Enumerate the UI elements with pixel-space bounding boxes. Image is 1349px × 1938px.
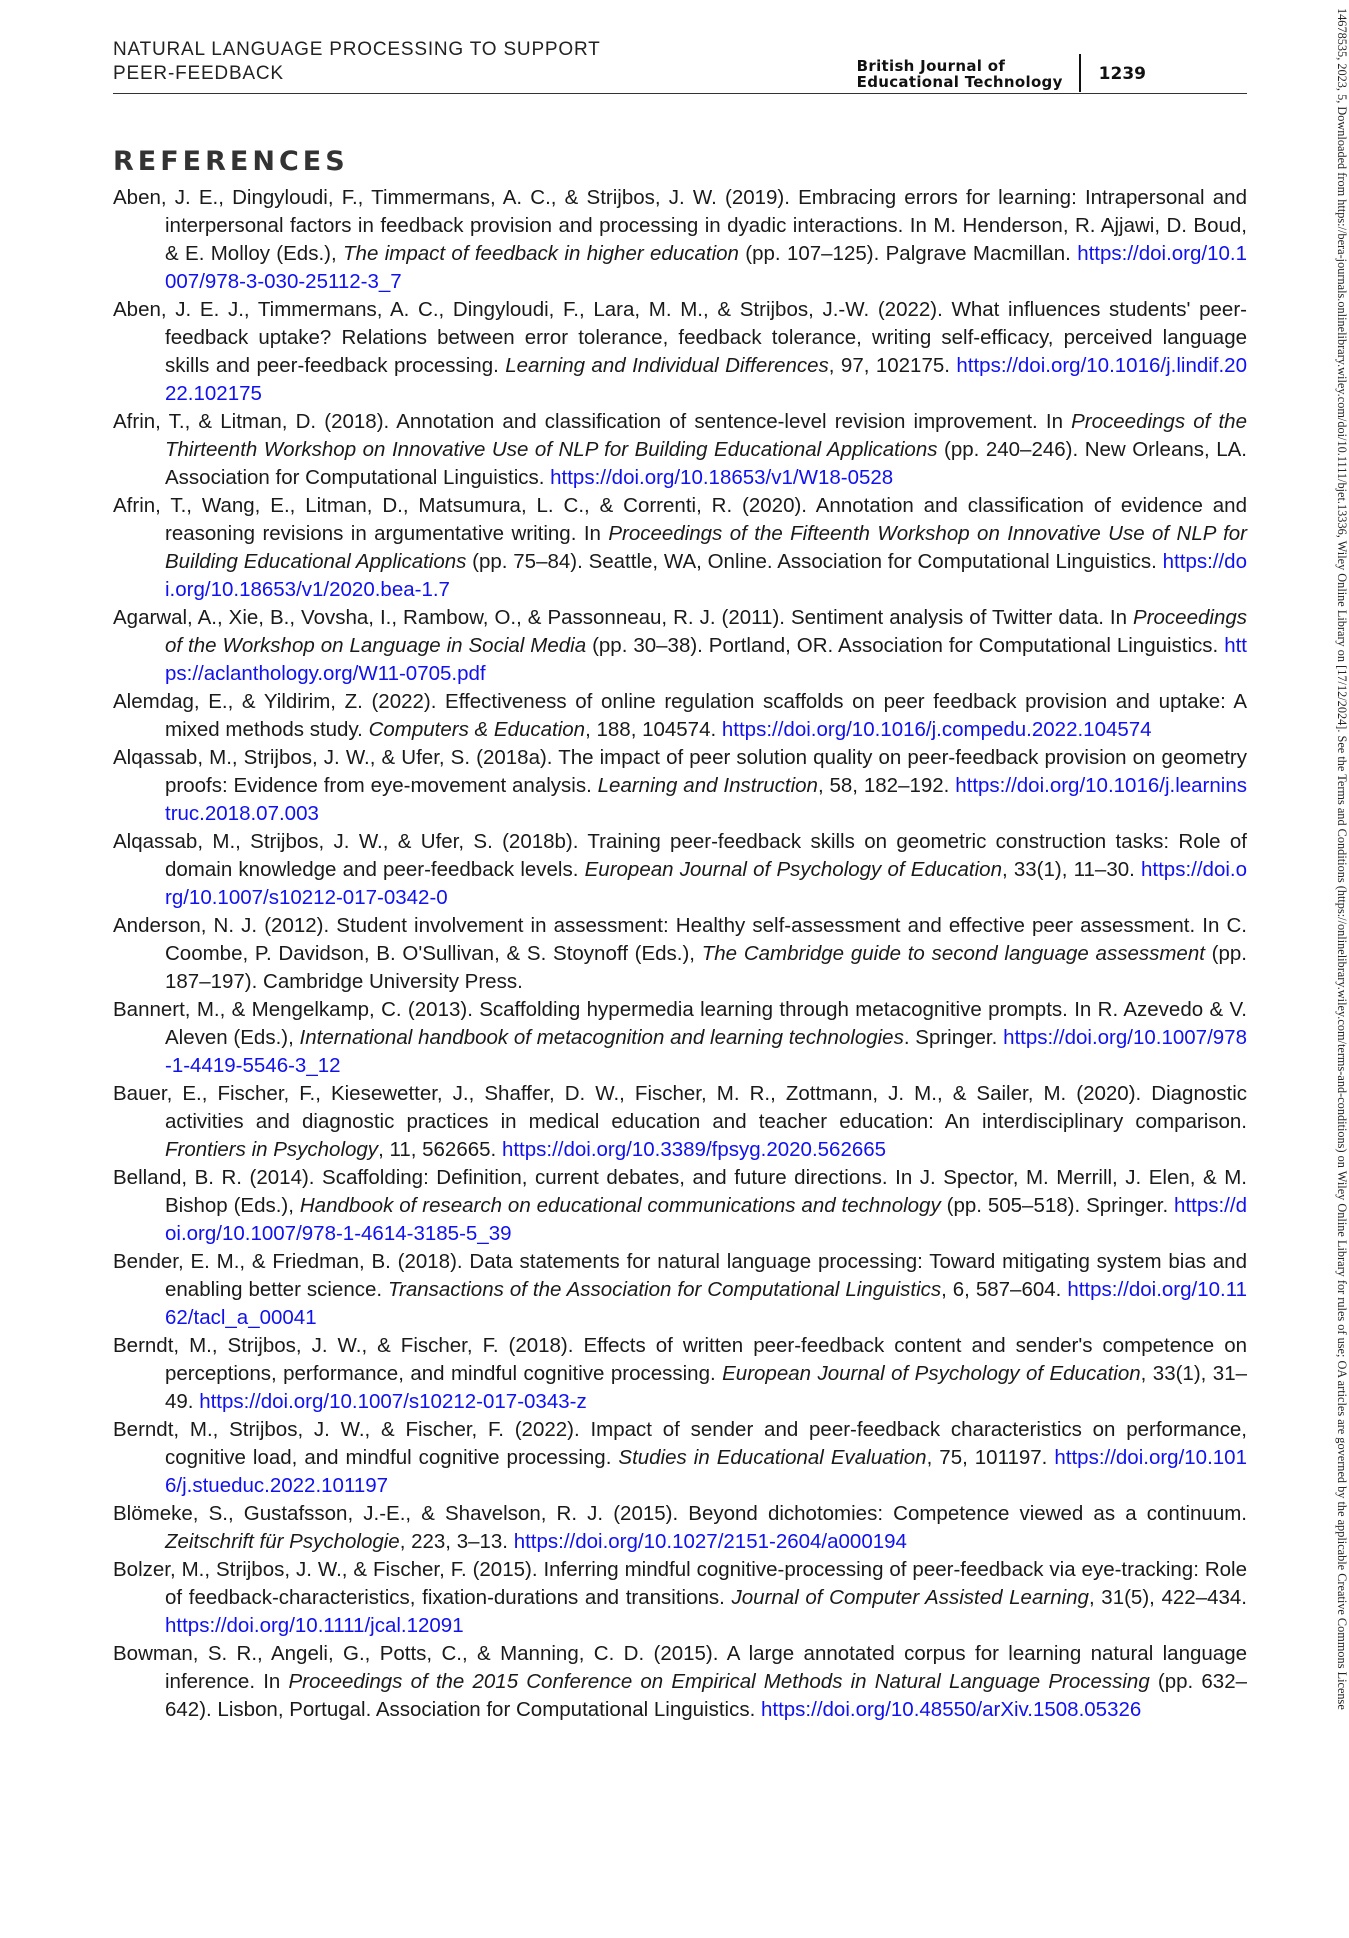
- reference-doi-link[interactable]: https://doi.org/10.1111/jcal.12091: [165, 1614, 464, 1637]
- reference-doi-link[interactable]: https://doi.org/10.1016/j.compedu.2022.104574: [721, 718, 1152, 741]
- reference-source-title: Learning and Individual Differences: [505, 354, 829, 377]
- reference-authors-and-title: Afrin, T., & Litman, D. (2018). Annotation and classification of sentence-level revision improvement. In: [113, 410, 1072, 433]
- reference-source-title: Transactions of the Association for Computational Linguistics: [388, 1278, 942, 1301]
- reference-authors-and-title: Berndt, M., Strijbos, J. W., & Fischer, F. (2022). Impact of sender and peer-feedback characteristics on performance, cognitive load, and mindful cognitive processing.: [113, 1418, 1247, 1469]
- reference-authors-and-title: Aben, J. E. J., Timmermans, A. C., Dingyloudi, F., Lara, M. M., & Strijbos, J.-W. (2022). What influences students' peer-feedback uptake? Relations between error tolerance, feedback tolerance, writing self-efficacy, perceived language skills and peer-feedback processing.: [113, 298, 1247, 377]
- reference-item: [113, 408, 1247, 492]
- reference-details: , 58, 182–192.: [817, 774, 956, 797]
- reference-doi-link[interactable]: https://doi.org/10.1016/j.stueduc.2022.101197: [165, 1446, 1247, 1497]
- reference-source-title: Studies in Educational Evaluation: [618, 1446, 927, 1469]
- journal-header: [846, 56, 1146, 92]
- reference-authors-and-title: Belland, B. R. (2014). Scaffolding: Definition, current debates, and future directions. In J. Spector, M. Merrill, J. Elen, & M. Bishop (Eds.),: [113, 1166, 1247, 1217]
- reference-details: , 188, 104574.: [585, 718, 722, 741]
- reference-item: [113, 492, 1247, 604]
- reference-details: (pp. 187–197). Cambridge University Press.: [165, 942, 1247, 993]
- reference-doi-link[interactable]: https://doi.org/10.1162/tacl_a_00041: [165, 1278, 1247, 1329]
- reference-authors-and-title: Berndt, M., Strijbos, J. W., & Fischer, F. (2018). Effects of written peer-feedback content and sender's competence on perceptions, performance, and mindful cognitive processing.: [113, 1334, 1247, 1385]
- reference-source-title: Frontiers in Psychology: [165, 1138, 379, 1161]
- reference-authors-and-title: Bolzer, M., Strijbos, J. W., & Fischer, F. (2015). Inferring mindful cognitive-processing of peer-feedback via eye-tracking: Role of feedback-characteristics, fixation-durations and transitions.: [113, 1558, 1247, 1609]
- reference-details: , 11, 562665.: [378, 1138, 502, 1161]
- reference-authors-and-title: Bauer, E., Fischer, F., Kiesewetter, J., Shaffer, D. W., Fischer, M. R., Zottmann, J. M., & Sailer, M. (2020). Diagnostic activities and diagnostic practices in medical education and teacher education: An interdisciplinary comparison.: [113, 1082, 1247, 1133]
- reference-source-title: International handbook of metacognition and learning technologies: [299, 1026, 904, 1049]
- reference-source-title: Learning and Instruction: [597, 774, 818, 797]
- reference-authors-and-title: Bowman, S. R., Angeli, G., Potts, C., & Manning, C. D. (2015). A large annotated corpus for learning natural language inference. In: [113, 1642, 1247, 1693]
- reference-details: , 223, 3–13.: [399, 1530, 514, 1553]
- reference-authors-and-title: Alqassab, M., Strijbos, J. W., & Ufer, S. (2018a). The impact of peer solution quality on peer-feedback provision on geometry proofs: Evidence from eye-movement analysis.: [113, 746, 1247, 797]
- page-number: 1239: [1098, 64, 1146, 84]
- reference-item: [113, 1500, 1247, 1556]
- reference-doi-link[interactable]: https://doi.org/10.1007/978-3-030-25112-3_7: [165, 242, 1247, 293]
- reference-source-title: The Cambridge guide to second language assessment: [701, 942, 1205, 965]
- reference-details: , 33(1), 11–30.: [1001, 858, 1142, 881]
- reference-doi-link[interactable]: https://doi.org/10.1007/s10212-017-0342-0: [165, 858, 1247, 909]
- reference-details: , 6, 587–604.: [941, 1278, 1068, 1301]
- reference-authors-and-title: Anderson, N. J. (2012). Student involvement in assessment: Healthy self-assessment and effective peer assessment. In C. Coombe, P. Davidson, B. O'Sullivan, & S. Stoynoff (Eds.),: [113, 914, 1247, 965]
- reference-authors-and-title: Agarwal, A., Xie, B., Vovsha, I., Rambow, O., & Passonneau, R. J. (2011). Sentiment analysis of Twitter data. In: [113, 606, 1134, 629]
- reference-item: [113, 912, 1247, 996]
- header-rule: [113, 93, 1247, 94]
- reference-doi-link[interactable]: https://doi.org/10.48550/arXiv.1508.05326: [760, 1698, 1142, 1721]
- reference-doi-link[interactable]: https://doi.org/10.1007/s10212-017-0343-z: [199, 1390, 587, 1413]
- reference-details: (pp. 632–642). Lisbon, Portugal. Association for Computational Linguistics.: [165, 1670, 1247, 1721]
- reference-authors-and-title: Afrin, T., Wang, E., Litman, D., Matsumura, L. C., & Correnti, R. (2020). Annotation and classification of evidence and reasoning revisions in argumentative writing. In: [113, 494, 1247, 545]
- reference-authors-and-title: Aben, J. E., Dingyloudi, F., Timmermans, A. C., & Strijbos, J. W. (2019). Embracing errors for learning: Intrapersonal and interpersonal factors in feedback provision and processing in dyadic interactions. In M. Henderson, R. Ajjawi, D. Boud, & E. Molloy (Eds.),: [113, 186, 1247, 265]
- reference-authors-and-title: Bannert, M., & Mengelkamp, C. (2013). Scaffolding hypermedia learning through metacognitive prompts. In R. Azevedo & V. Aleven (Eds.),: [113, 998, 1247, 1049]
- reference-details: (pp. 505–518). Springer.: [940, 1194, 1175, 1217]
- reference-details: , 75, 101197.: [926, 1446, 1055, 1469]
- reference-authors-and-title: Alemdag, E., & Yildirim, Z. (2022). Effectiveness of online regulation scaffolds on peer feedback provision and uptake: A mixed methods study.: [113, 690, 1247, 741]
- reference-authors-and-title: Alqassab, M., Strijbos, J. W., & Ufer, S. (2018b). Training peer-feedback skills on geometric construction tasks: Role of domain knowledge and peer-feedback levels.: [113, 830, 1247, 881]
- reference-details: , 31(5), 422–434.: [1088, 1586, 1247, 1609]
- reference-source-title: The impact of feedback in higher education: [343, 242, 739, 265]
- reference-doi-link[interactable]: https://doi.org/10.1016/j.lindif.2022.102175: [165, 354, 1247, 405]
- reference-item: [113, 688, 1247, 744]
- reference-item: [113, 744, 1247, 828]
- running-title-line-1: NATURAL LANGUAGE PROCESSING TO SUPPORT: [113, 39, 601, 60]
- reference-item: [113, 1416, 1247, 1500]
- reference-item: [113, 604, 1247, 688]
- reference-authors-and-title: Bender, E. M., & Friedman, B. (2018). Data statements for natural language processing: Toward mitigating system bias and enabling better science.: [113, 1250, 1247, 1301]
- reference-source-title: Zeitschrift für Psychologie: [165, 1530, 400, 1553]
- reference-source-title: Proceedings of the Workshop on Language in Social Media: [165, 606, 1247, 657]
- running-title: [113, 38, 673, 86]
- reference-source-title: Proceedings of the 2015 Conference on Empirical Methods in Natural Language Processing: [288, 1670, 1150, 1693]
- reference-details: (pp. 30–38). Portland, OR. Association for Computational Linguistics.: [586, 634, 1225, 657]
- reference-source-title: Handbook of research on educational communications and technology: [299, 1194, 941, 1217]
- reference-details: , 33(1), 31–49.: [165, 1362, 1247, 1413]
- journal-name-line-2: Educational Technology: [856, 73, 1063, 91]
- reference-details: , 97, 102175.: [828, 354, 957, 377]
- running-title-line-2: PEER-FEEDBACK: [113, 63, 284, 84]
- reference-source-title: European Journal of Psychology of Education: [722, 1362, 1141, 1385]
- reference-doi-link[interactable]: https://doi.org/10.1007/978-1-4614-3185-5_39: [165, 1194, 1247, 1245]
- reference-item: [113, 1556, 1247, 1640]
- section-heading: REFERENCES: [113, 146, 349, 177]
- reference-doi-link[interactable]: https://aclanthology.org/W11-0705.pdf: [165, 634, 1247, 685]
- reference-source-title: Journal of Computer Assisted Learning: [731, 1586, 1089, 1609]
- reference-item: [113, 828, 1247, 912]
- reference-item: [113, 1640, 1247, 1724]
- reference-doi-link[interactable]: https://doi.org/10.1007/978-1-4419-5546-3_12: [165, 1026, 1247, 1077]
- reference-source-title: Proceedings of the Fifteenth Workshop on Innovative Use of NLP for Building Educational Applications: [165, 522, 1247, 573]
- reference-item: [113, 1248, 1247, 1332]
- reference-source-title: Proceedings of the Thirteenth Workshop on Innovative Use of NLP for Building Educational Applications: [165, 410, 1247, 461]
- reference-doi-link[interactable]: https://doi.org/10.18653/v1/W18-0528: [550, 466, 894, 489]
- reference-item: [113, 296, 1247, 408]
- reference-source-title: European Journal of Psychology of Education: [584, 858, 1002, 881]
- journal-name-line-1: British Journal of: [856, 57, 1006, 75]
- reference-authors-and-title: Blömeke, S., Gustafsson, J.-E., & Shavelson, R. J. (2015). Beyond dichotomies: Competence viewed as a continuum.: [113, 1502, 1247, 1525]
- reference-doi-link[interactable]: https://doi.org/10.1027/2151-2604/a000194: [513, 1530, 907, 1553]
- reference-details: . Springer.: [903, 1026, 1004, 1049]
- reference-source-title: Computers & Education: [368, 718, 586, 741]
- reference-doi-link[interactable]: https://doi.org/10.18653/v1/2020.bea-1.7: [165, 550, 1247, 601]
- reference-details: (pp. 75–84). Seattle, WA, Online. Association for Computational Linguistics.: [466, 550, 1163, 573]
- reference-item: [113, 1080, 1247, 1164]
- reference-list: [113, 184, 1247, 1724]
- reference-details: (pp. 240–246). New Orleans, LA. Association for Computational Linguistics.: [165, 438, 1247, 489]
- reference-item: [113, 1332, 1247, 1416]
- reference-item: [113, 1164, 1247, 1248]
- download-side-note: 14678535, 2023, 5, Downloaded from https://bera-journals.onlinelibrary.wiley.com/doi/10.1111/bjet.13336, Wiley Online Library on [17/12/2024]. See the Terms and Conditions (https://onlinelibrary.wiley.com/terms-and-conditions) on Wiley Online Library for rules of use; OA articles are governed by the applicable Creative Commons License: [1335, 8, 1349, 1710]
- reference-doi-link[interactable]: https://doi.org/10.1016/j.learninstruc.2018.07.003: [165, 774, 1247, 825]
- reference-doi-link[interactable]: https://doi.org/10.3389/fpsyg.2020.562665: [501, 1138, 887, 1161]
- reference-item: [113, 996, 1247, 1080]
- reference-item: [113, 184, 1247, 296]
- reference-details: (pp. 107–125). Palgrave Macmillan.: [738, 242, 1078, 265]
- journal-name: [857, 58, 1079, 90]
